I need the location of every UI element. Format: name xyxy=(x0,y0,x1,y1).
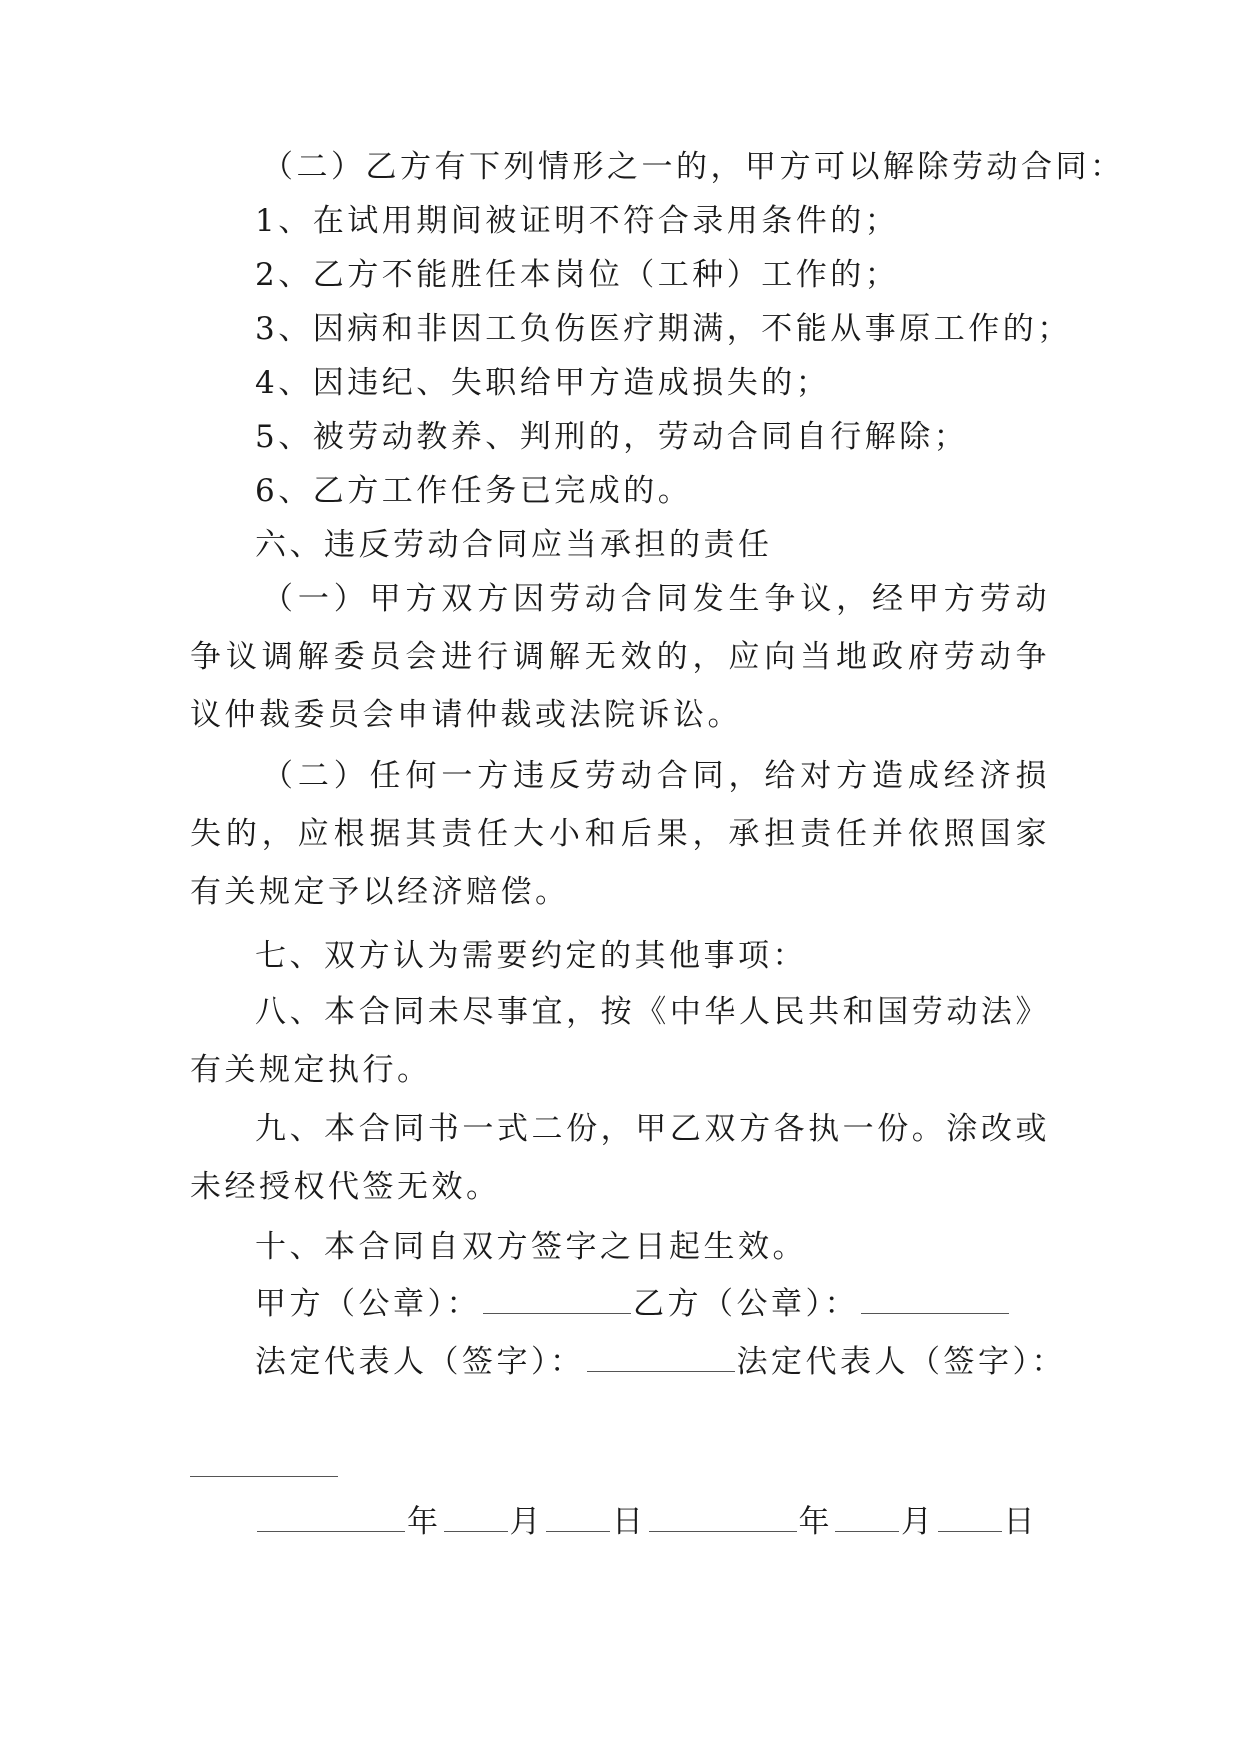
legal-rep-line xyxy=(190,1333,1066,1391)
legal-rep-b-blank[interactable] xyxy=(190,1476,338,1477)
clause-6-title: 六、违反劳动合同应当承担的责任 xyxy=(255,527,773,563)
year-a-label: 年 xyxy=(407,1504,442,1540)
party-a-seal-label: 甲方（公章）： xyxy=(255,1286,481,1322)
month-b-label: 月 xyxy=(901,1504,936,1540)
clause-8: 八、本合同未尽事宜，按《中华人民共和国劳动法》有关规定执行。 xyxy=(190,994,1050,1088)
day-b-label: 日 xyxy=(1003,1504,1038,1540)
clause-5-2-item-4: 4、因违纪、失职给甲方造成损失的； xyxy=(255,365,831,401)
year-b-blank[interactable] xyxy=(649,1501,797,1532)
party-a-seal-blank[interactable] xyxy=(483,1283,631,1314)
month-a-blank[interactable] xyxy=(444,1501,508,1532)
legal-rep-a-blank[interactable] xyxy=(587,1341,735,1372)
clause-5-2-item-1: 1、在试用期间被证明不符合录用条件的； xyxy=(255,203,900,239)
clause-6-1: （一）甲方双方因劳动合同发生争议，经甲方劳动争议调解委员会进行调解无效的，应向当地政府劳动争议仲裁委员会申请仲裁或法院诉讼。 xyxy=(190,581,1050,733)
year-b-label: 年 xyxy=(798,1504,833,1540)
clause-10: 十、本合同自双方签字之日起生效。 xyxy=(255,1229,807,1265)
date-line xyxy=(190,1493,1050,1551)
clause-7: 七、双方认为需要约定的其他事项： xyxy=(255,938,807,974)
clause-5-2-item-3: 3、因病和非因工负伤医疗期满，不能从事原工作的； xyxy=(255,311,1072,347)
clause-5-2-item-6: 6、乙方工作任务已完成的。 xyxy=(255,473,693,509)
seal-line xyxy=(190,1275,1050,1333)
clause-5-2-item-2: 2、乙方不能胜任本岗位（工种）工作的； xyxy=(255,257,900,293)
day-a-blank[interactable] xyxy=(546,1501,610,1532)
day-b-blank[interactable] xyxy=(938,1501,1002,1532)
legal-rep-a-label: 法定代表人（签字）： xyxy=(255,1344,585,1380)
clause-9: 九、本合同书一式二份，甲乙双方各执一份。涂改或未经授权代签无效。 xyxy=(190,1111,1050,1205)
clause-5-2-intro: （二）乙方有下列情形之一的，甲方可以解除劳动合同： xyxy=(262,149,1125,185)
year-a-blank[interactable] xyxy=(257,1501,405,1532)
month-a-label: 月 xyxy=(509,1504,544,1540)
month-b-blank[interactable] xyxy=(835,1501,899,1532)
legal-rep-b-label: 法定代表人（签字）： xyxy=(736,1344,1066,1380)
clause-6-2: （二）任何一方违反劳动合同，给对方造成经济损失的，应根据其责任大小和后果，承担责任并依照国家有关规定予以经济赔偿。 xyxy=(190,758,1050,910)
party-b-seal-blank[interactable] xyxy=(861,1283,1009,1314)
clause-5-2-item-5: 5、被劳动教养、判刑的，劳动合同自行解除； xyxy=(255,419,969,455)
party-b-seal-label: 乙方（公章）： xyxy=(633,1286,859,1322)
day-a-label: 日 xyxy=(612,1504,647,1540)
